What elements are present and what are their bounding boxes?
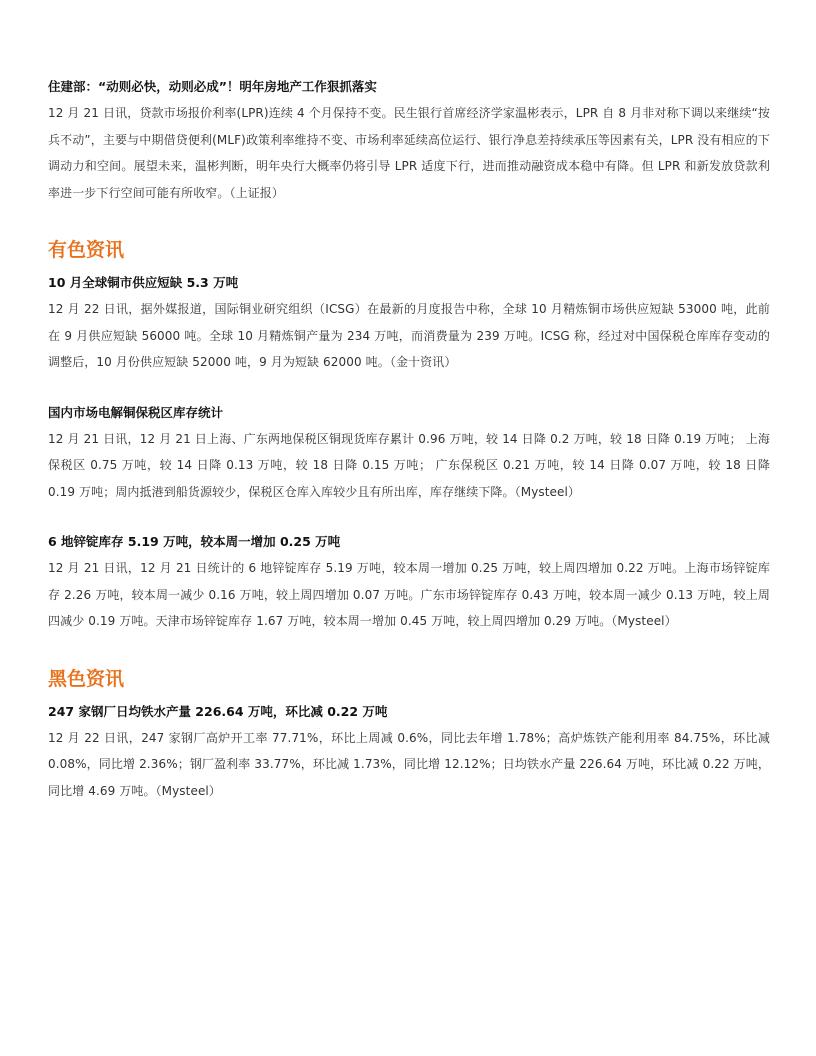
article-body: 12 月 21 日讯，12 月 21 日上海、广东两地保税区铜现货库存累计 0.96 万吨，较 14 日降 0.2 万吨，较 18 日降 0.19 万吨； 上海保税区 0.75 万吨，较 14 日降 0.13 万吨，较 18 日降 0.15 万吨； 广东保税区 0.21 万吨，较 14 日降 0.07 万吨，较 18 日降 0.19 万吨；周内抵港到船货源较少，保税区仓库入库较少且有所出库，库存继续下降。（Mysteel）	[48, 431, 770, 499]
article-zinc-inventory	[48, 531, 770, 635]
article-copper-bonded-inventory	[48, 402, 770, 506]
section-title-nonferrous: 有色资讯	[48, 239, 125, 261]
article-body: 12 月 21 日讯，贷款市场报价利率(LPR)连续 4 个月保持不变。民生银行首席经济学家温彬表示，LPR 自 8 月非对称下调以来继续“按兵不动”，主要与中期借贷便利(MLF)政策利率维持不变、市场利率延续高位运行、银行净息差持续承压等因素有关，LPR 没有相应的下调动力和空间。展望未来，温彬判断，明年央行大概率仍将引导 LPR 适度下行，进而推动融资成本稳中有降。但 LPR 和新发放贷款利率进一步下行空间可能有所收窄。（上证报）	[48, 106, 770, 200]
section-title-ferrous: 黑色资讯	[48, 667, 125, 690]
article-copper-shortage	[48, 272, 770, 376]
article-lpr	[48, 76, 770, 206]
article-headline: 10 月全球铜市供应短缺 5.3 万吨	[48, 275, 239, 290]
article-steel-output	[48, 701, 770, 805]
article-headline: 6 地锌锭库存 5.19 万吨，较本周一增加 0.25 万吨	[48, 534, 341, 549]
article-body: 12 月 21 日讯，12 月 21 日统计的 6 地锌锭库存 5.19 万吨，较本周一增加 0.25 万吨，较上周四增加 0.22 万吨。上海市场锌锭库存 2.26 万吨，较本周一减少 0.16 万吨，较上周四增加 0.07 万吨。广东市场锌锭库存 0.43 万吨，较本周一减少 0.13 万吨，较上周四减少 0.19 万吨。天津市场锌锭库存 1.67 万吨，较本周一增加 0.45 万吨，较上周四增加 0.29 万吨。（Mysteel）	[48, 561, 770, 628]
article-body: 12 月 22 日讯，247 家钢厂高炉开工率 77.71%，环比上周减 0.6%，同比去年增 1.78%；高炉炼铁产能利用率 84.75%，环比减 0.08%，同比增 2.36%；钢厂盈利率 33.77%，环比减 1.73%，同比增 12.12%；日均铁水产量 226.64 万吨，环比减 0.22 万吨，同比增 4.69 万吨。（Mysteel）	[48, 730, 770, 798]
article-headline: 247 家钢厂日均铁水产量 226.64 万吨，环比减 0.22 万吨	[48, 703, 388, 719]
article-body: 12 月 22 日讯，据外媒报道，国际铜业研究组织（ICSG）在最新的月度报告中称，全球 10 月精炼铜市场供应短缺 53000 吨，此前在 9 月供应短缺 56000 吨。全球 10 月精炼铜产量为 234 万吨，而消费量为 239 万吨。ICSG 称，经过对中国保税仓库库存变动的调整后，10 月份供应短缺 52000 吨，9 月为短缺 62000 吨。（金十资讯）	[48, 302, 770, 369]
article-headline: 国内市场电解铜保税区库存统计	[48, 404, 224, 420]
document-page	[48, 76, 770, 804]
article-headline: 住建部：“动则必快，动则必成”！明年房地产工作狠抓落实	[48, 79, 377, 94]
